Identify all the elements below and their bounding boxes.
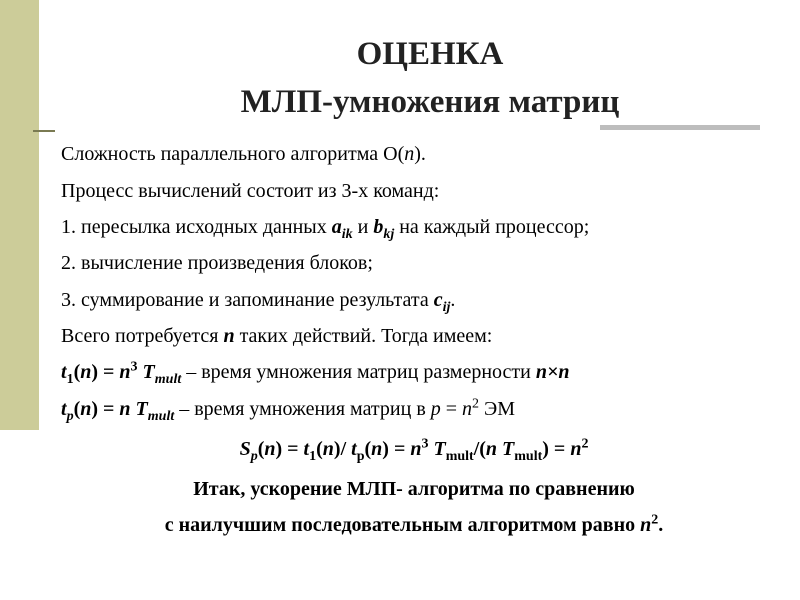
text: ( <box>73 398 81 420</box>
text: /( <box>473 438 486 460</box>
text-line-6 <box>61 323 492 349</box>
text: ( <box>73 361 81 383</box>
var-n: n <box>462 398 473 420</box>
power-2: 2 <box>651 512 659 528</box>
text: ) = <box>91 361 120 383</box>
accent-bar <box>0 0 39 430</box>
power-2: 2 <box>472 396 480 412</box>
var-a: a <box>331 216 342 238</box>
text-line-3 <box>61 214 589 240</box>
var-n: n <box>570 438 582 460</box>
text: и <box>352 216 374 238</box>
text: = <box>440 398 463 420</box>
var-n: n <box>485 438 498 460</box>
var-n: n <box>80 398 92 420</box>
text: ( <box>364 438 372 460</box>
var-n: n <box>119 398 131 420</box>
var-c: c <box>433 289 443 311</box>
text-line-7 <box>61 359 570 385</box>
power-3: 3 <box>130 359 138 375</box>
sub-ik: ik <box>341 227 353 242</box>
title-line-2: МЛП-умножения матриц <box>240 84 620 120</box>
var-S: S <box>239 438 251 460</box>
slide-title <box>100 30 760 126</box>
text: ЭМ <box>479 398 516 420</box>
text: . <box>450 289 456 311</box>
var-T: T <box>502 438 515 460</box>
var-T: T <box>433 438 446 460</box>
sub-mult: mult <box>445 449 474 464</box>
var-n: n <box>223 325 235 347</box>
text: ). <box>414 143 426 165</box>
text: ) = <box>275 438 304 460</box>
sub-mult: mult <box>154 372 182 387</box>
var-n: n <box>640 514 652 536</box>
text-line-1 <box>61 141 426 167</box>
text: с наилучшим последовательным алгоритмом равно <box>164 514 641 536</box>
text-line-5 <box>61 287 455 313</box>
conclusion-line-2 <box>55 512 773 538</box>
sub-kj: kj <box>383 227 395 242</box>
text: 3. суммирование и запоминание результата <box>61 289 434 311</box>
var-t: t <box>61 361 67 383</box>
accent-tick <box>33 130 57 132</box>
power-3: 3 <box>421 436 429 452</box>
text: – время умножения матриц размерности <box>181 361 536 383</box>
text: Всего потребуется <box>61 325 224 347</box>
sub-p: p <box>356 449 365 464</box>
sub-p: p <box>66 409 74 424</box>
var-p: p <box>430 398 441 420</box>
var-t: t <box>61 398 67 420</box>
text-line-8 <box>61 396 515 422</box>
var-n: n <box>264 438 276 460</box>
sub-1: 1 <box>309 449 317 464</box>
text: 1. пересылка исходных данных <box>61 216 332 238</box>
var-n: n <box>404 143 415 165</box>
text: ) = <box>382 438 411 460</box>
var-T: T <box>142 361 155 383</box>
sub-p: p <box>250 449 258 464</box>
var-T: T <box>135 398 148 420</box>
conclusion-line-1: Итак, ускорение МЛП- алгоритма по сравнению <box>193 478 635 500</box>
text: )/ <box>333 438 352 460</box>
var-t: t <box>351 438 357 460</box>
text: ) = <box>542 438 571 460</box>
var-b: b <box>373 216 384 238</box>
power-2: 2 <box>581 436 589 452</box>
text: на каждый процессор; <box>394 216 590 238</box>
sub-mult: mult <box>514 449 543 464</box>
sub-mult: mult <box>147 409 175 424</box>
text: таких действий. Тогда имеем: <box>234 325 493 347</box>
text: Сложность параллельного алгоритма О( <box>61 143 405 165</box>
var-n: n <box>80 361 92 383</box>
text-line-2: Процесс вычислений состоит из 3-х команд: <box>61 180 440 202</box>
var-n: n <box>410 438 422 460</box>
sub-ij: ij <box>442 300 451 315</box>
speedup-formula <box>55 436 773 462</box>
text: . <box>658 514 664 536</box>
var-n: n <box>322 438 334 460</box>
var-n: n <box>371 438 383 460</box>
text: – время умножения матриц в <box>174 398 431 420</box>
sub-1: 1 <box>66 372 74 387</box>
var-t: t <box>303 438 310 460</box>
var-n: n <box>119 361 131 383</box>
text: ) = <box>91 398 120 420</box>
text: ( <box>316 438 323 460</box>
text-line-4: 2. вычисление произведения блоков; <box>61 252 373 274</box>
text: ( <box>257 438 265 460</box>
title-line-1: ОЦЕНКА <box>356 36 504 72</box>
var-nxn: n×n <box>535 361 570 383</box>
